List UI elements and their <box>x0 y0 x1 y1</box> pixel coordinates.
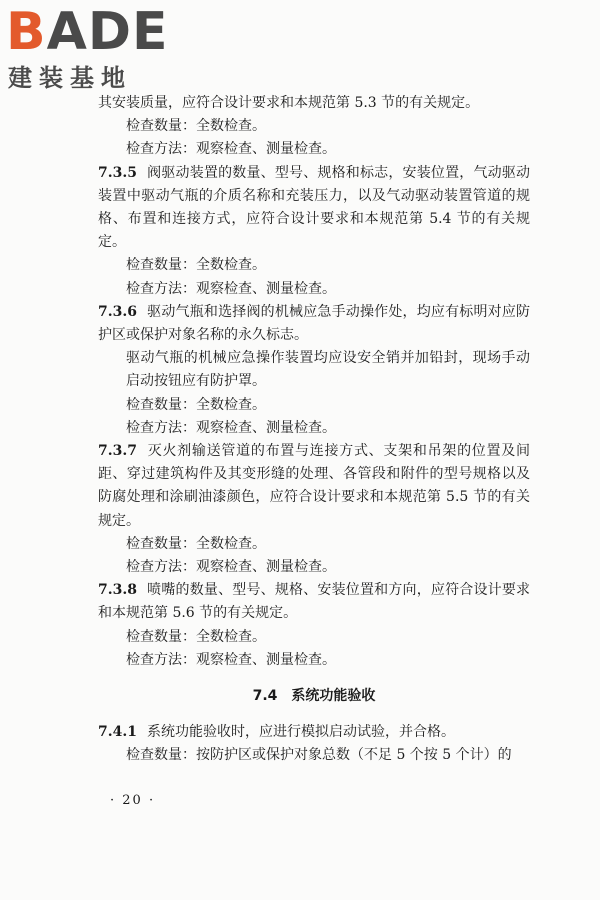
clause-7-3-7 <box>98 440 530 533</box>
inspection-quantity: 检查数量：全数检查。 <box>126 118 266 135</box>
inspection-method: 检查方法：观察检查、测量检查。 <box>126 419 336 436</box>
document-body <box>98 92 530 768</box>
clause-text-continued: 驱动气瓶的机械应急操作装置均应设安全销并加铅封，现场手动启动按钮应有防护罩。 <box>126 350 530 390</box>
inspection-quantity: 检查数量：全数检查。 <box>126 628 266 645</box>
section-number: 7.4 <box>252 688 278 705</box>
logo-accent-letter: B <box>6 2 47 62</box>
inspection-method: 检查方法：观察检查、测量检查。 <box>126 141 336 158</box>
continuation-line: 其安装质量，应符合设计要求和本规范第 5.3 节的有关规定。 <box>98 95 480 111</box>
inspection-quantity: 检查数量：全数检查。 <box>126 396 266 413</box>
clause-number: 7.4.1 <box>98 724 137 741</box>
inspection-quantity: 检查数量：按防护区或保护对象总数（不足 5 个按 5 个计）的 <box>126 747 512 764</box>
inspection-quantity: 检查数量：全数检查。 <box>126 535 266 552</box>
clause-7-4-1 <box>98 721 530 744</box>
clause-number: 7.3.5 <box>98 164 137 181</box>
inspection-method: 检查方法：观察检查、测量检查。 <box>126 651 336 668</box>
section-heading-7-4 <box>98 685 530 708</box>
clause-text: 灭火剂输送管道的布置与连接方式、支架和吊架的位置及间距、穿过建筑构件及其变形缝的处理、各管段和附件的型号规格以及防腐处理和涂刷油漆颜色，应符合设计要求和本规范第 5.5 节的有关规定。 <box>98 443 530 529</box>
inspection-method: 检查方法：观察检查、测量检查。 <box>126 559 336 576</box>
clause-number: 7.3.6 <box>98 303 137 320</box>
clause-number: 7.3.7 <box>98 443 137 460</box>
section-title: 系统功能验收 <box>291 688 376 705</box>
bade-logo <box>6 4 178 92</box>
clause-text: 喷嘴的数量、型号、规格、安装位置和方向，应符合设计要求和本规范第 5.6 节的有关规定。 <box>98 582 530 622</box>
page-number: · 20 · <box>110 793 156 808</box>
logo-subtitle: 建装基地 <box>8 64 132 92</box>
clause-7-3-6 <box>98 301 530 347</box>
clause-number: 7.3.8 <box>98 582 137 599</box>
clause-7-3-8 <box>98 579 530 625</box>
logo-wordmark <box>6 4 169 60</box>
logo-wordmark-rest: ADE <box>46 2 169 62</box>
clause-7-3-5 <box>98 162 530 255</box>
inspection-quantity: 检查数量：全数检查。 <box>126 257 266 274</box>
clause-text: 系统功能验收时，应进行模拟启动试验，并合格。 <box>146 724 455 741</box>
clause-text: 阀驱动装置的数量、型号、规格和标志，安装位置，气动驱动装置中驱动气瓶的介质名称和充装压力，以及气动驱动装置管道的规格、布置和连接方式，应符合设计要求和本规范第 5.4 节的有关规定。 <box>98 164 530 251</box>
inspection-method: 检查方法：观察检查、测量检查。 <box>126 280 336 297</box>
clause-text: 驱动气瓶和选择阀的机械应急手动操作处，均应有标明对应防护区或保护对象名称的永久标志。 <box>98 303 530 344</box>
